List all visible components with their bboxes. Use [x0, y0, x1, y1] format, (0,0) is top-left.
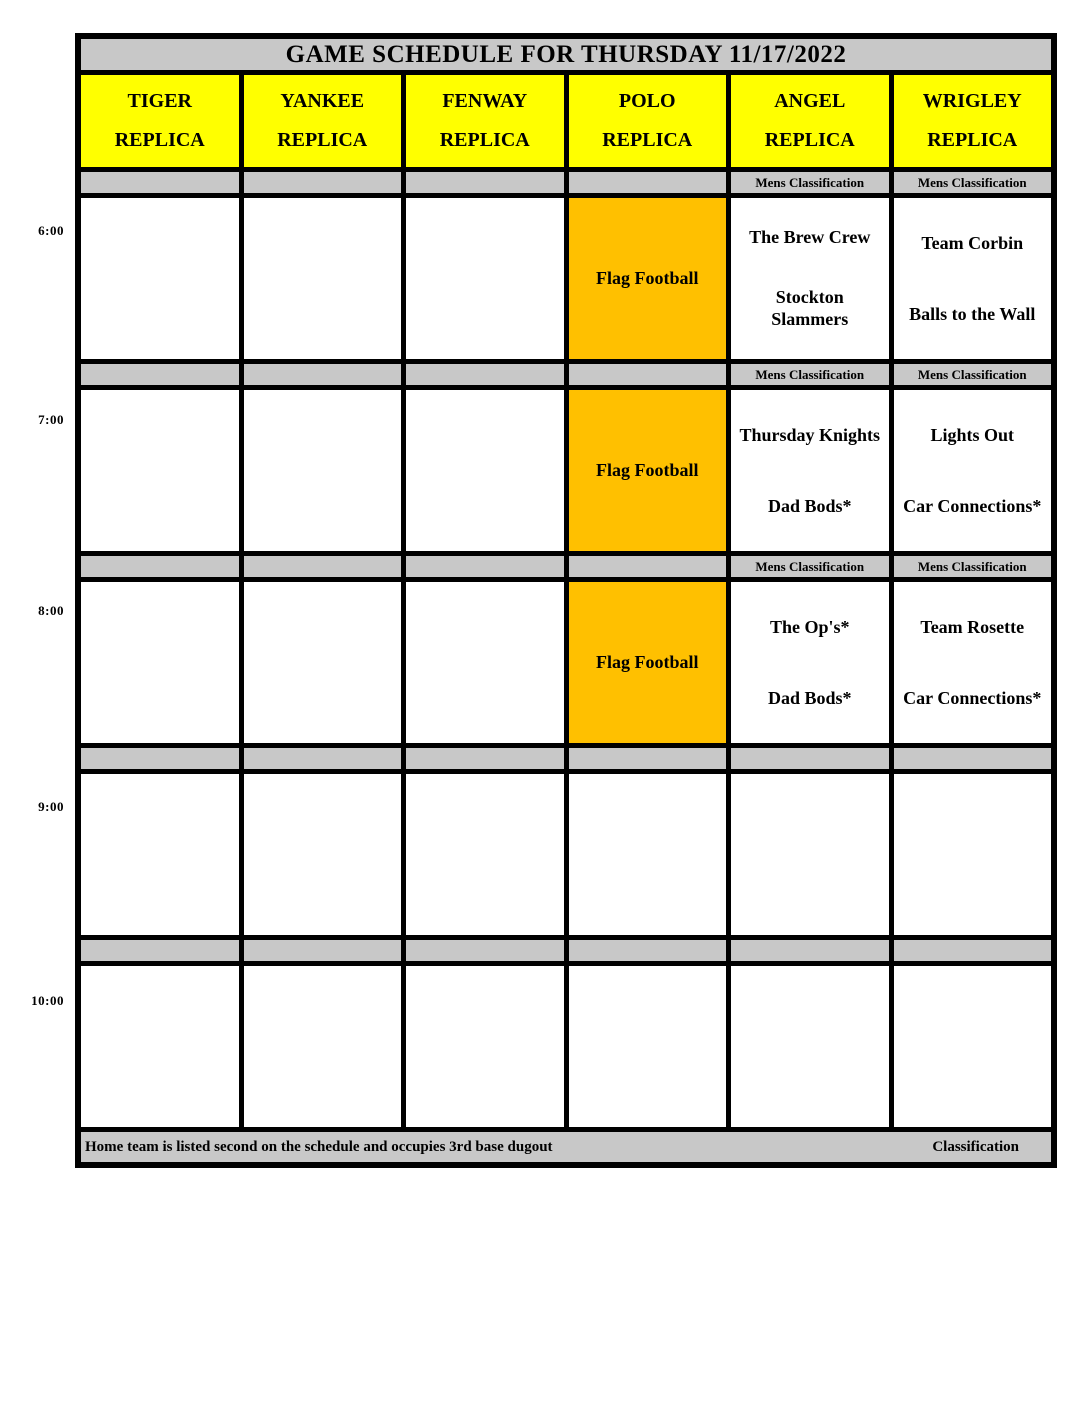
empty-cell-wrigley-900 — [894, 774, 1052, 935]
field-type: REPLICA — [927, 129, 1018, 151]
empty-cell-tiger-600 — [81, 198, 239, 359]
classification-header-wrigley-800: Mens Classification — [894, 556, 1052, 577]
column-header-angel — [731, 75, 889, 167]
away-team: Lights Out — [930, 425, 1015, 445]
classification-header-angel-600: Mens Classification — [731, 172, 889, 193]
home-team: Dad Bods* — [767, 687, 852, 708]
strip-cell — [894, 748, 1052, 769]
footer-note: Home team is listed second on the schedule and occupies 3rd base dugout — [85, 1138, 553, 1155]
strip-cell — [244, 172, 402, 193]
away-team: Team Rosette — [920, 617, 1025, 637]
away-team: The Op's* — [769, 617, 850, 637]
empty-cell-fenway-1000 — [406, 966, 564, 1127]
field-name: ANGEL — [774, 90, 846, 112]
home-team: Car Connections* — [903, 687, 1042, 708]
footer-bar — [81, 1132, 1051, 1162]
classification-header-angel-800: Mens Classification — [731, 556, 889, 577]
column-header-yankee — [244, 75, 402, 167]
strip-cell — [406, 364, 564, 385]
empty-cell-angel-1000 — [731, 966, 889, 1127]
strip-cell — [569, 748, 727, 769]
schedule-table — [75, 33, 1057, 1168]
field-name: YANKEE — [280, 90, 365, 112]
field-name: FENWAY — [442, 90, 528, 112]
strip-cell — [731, 940, 889, 961]
empty-cell-polo-900 — [569, 774, 727, 935]
classification-header-wrigley-600: Mens Classification — [894, 172, 1052, 193]
strip-cell — [569, 556, 727, 577]
field-type: REPLICA — [439, 129, 530, 151]
away-team: Team Corbin — [921, 233, 1024, 253]
strip-cell — [81, 556, 239, 577]
event-cell-polo-800: Flag Football — [569, 582, 727, 743]
classification-header-wrigley-700: Mens Classification — [894, 364, 1052, 385]
away-team: Thursday Knights — [739, 425, 881, 445]
empty-cell-yankee-800 — [244, 582, 402, 743]
time-label-600: 6:00 — [38, 223, 64, 238]
schedule-title: GAME SCHEDULE FOR THURSDAY 11/17/2022 — [81, 39, 1051, 70]
home-team: Stockton Slammers — [771, 286, 849, 330]
time-label-800: 8:00 — [38, 603, 64, 618]
empty-cell-fenway-700 — [406, 390, 564, 551]
strip-cell — [244, 748, 402, 769]
strip-cell — [406, 940, 564, 961]
column-header-wrigley — [894, 75, 1052, 167]
game-cell-angel-600 — [731, 198, 889, 359]
column-header-tiger — [81, 75, 239, 167]
time-gutter — [0, 0, 64, 1408]
event-cell-polo-600: Flag Football — [569, 198, 727, 359]
empty-cell-yankee-900 — [244, 774, 402, 935]
strip-cell — [569, 940, 727, 961]
empty-cell-wrigley-1000 — [894, 966, 1052, 1127]
empty-cell-yankee-1000 — [244, 966, 402, 1127]
time-label-700: 7:00 — [38, 412, 64, 427]
field-name: POLO — [618, 90, 676, 112]
game-cell-wrigley-700 — [894, 390, 1052, 551]
strip-cell — [894, 940, 1052, 961]
empty-cell-fenway-600 — [406, 198, 564, 359]
empty-cell-fenway-800 — [406, 582, 564, 743]
empty-cell-tiger-800 — [81, 582, 239, 743]
strip-cell — [406, 556, 564, 577]
empty-cell-yankee-600 — [244, 198, 402, 359]
game-cell-wrigley-800 — [894, 582, 1052, 743]
game-cell-angel-800 — [731, 582, 889, 743]
field-type: REPLICA — [602, 129, 693, 151]
strip-cell — [244, 940, 402, 961]
strip-cell — [81, 940, 239, 961]
empty-cell-fenway-900 — [406, 774, 564, 935]
strip-cell — [406, 748, 564, 769]
field-type: REPLICA — [764, 129, 855, 151]
strip-cell — [244, 556, 402, 577]
strip-cell — [244, 364, 402, 385]
strip-cell — [406, 172, 564, 193]
home-team: Car Connections* — [903, 495, 1042, 516]
column-header-polo — [569, 75, 727, 167]
event-cell-polo-700: Flag Football — [569, 390, 727, 551]
strip-cell — [569, 172, 727, 193]
time-label-1000: 10:00 — [31, 993, 64, 1008]
empty-cell-tiger-900 — [81, 774, 239, 935]
empty-cell-tiger-1000 — [81, 966, 239, 1127]
home-team: Balls to the Wall — [909, 303, 1036, 324]
column-header-fenway — [406, 75, 564, 167]
strip-cell — [731, 748, 889, 769]
field-type: REPLICA — [277, 129, 368, 151]
footer-classification-label: Classification — [932, 1138, 1019, 1155]
empty-cell-tiger-700 — [81, 390, 239, 551]
field-type: REPLICA — [114, 129, 205, 151]
strip-cell — [81, 364, 239, 385]
classification-header-angel-700: Mens Classification — [731, 364, 889, 385]
game-cell-wrigley-600 — [894, 198, 1052, 359]
empty-cell-polo-1000 — [569, 966, 727, 1127]
away-team: The Brew Crew — [749, 227, 871, 248]
strip-cell — [569, 364, 727, 385]
time-label-900: 9:00 — [38, 799, 64, 814]
field-name: WRIGLEY — [922, 90, 1022, 112]
field-name: TIGER — [127, 90, 192, 112]
home-team: Dad Bods* — [767, 495, 852, 516]
strip-cell — [81, 172, 239, 193]
empty-cell-angel-900 — [731, 774, 889, 935]
game-cell-angel-700 — [731, 390, 889, 551]
empty-cell-yankee-700 — [244, 390, 402, 551]
strip-cell — [81, 748, 239, 769]
